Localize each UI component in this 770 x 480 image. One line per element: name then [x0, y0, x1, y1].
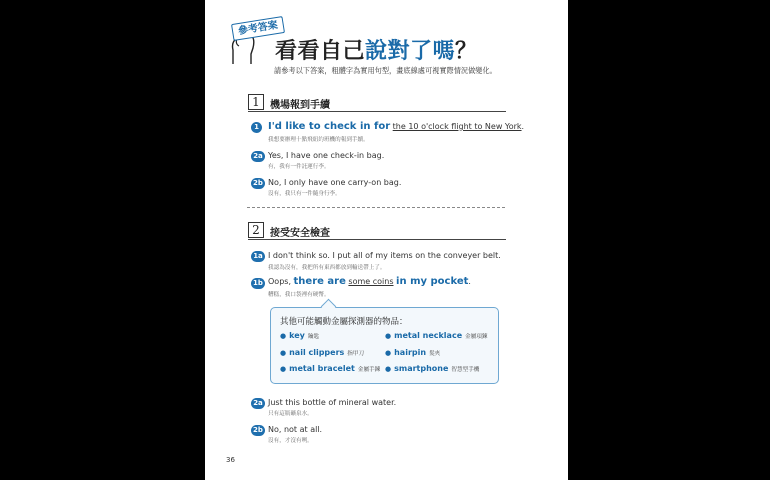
answer-translation: 我想要辦理十點飛紐約班機的報到手續。: [268, 137, 369, 143]
vocab-item: ● nail clippers 指甲刀: [280, 348, 365, 357]
answer-translation: 只有這瓶礦泉水。: [268, 411, 313, 417]
section-title: 機場報到手續: [270, 100, 330, 111]
answer-sentence: I'd like to check in for the 10 o'clock flight to New York.: [268, 121, 525, 132]
vocab-item: ● key 鑰匙: [280, 331, 320, 340]
vocab-item: ● hairpin 髮夾: [385, 348, 441, 357]
answer-sentence: I don't think so. I put all of my items on the conveyer belt.: [268, 251, 501, 260]
answer-translation: 我認為沒有，我把所有東西都放到輸送帶上了。: [268, 265, 386, 271]
answer-tag: 參考答案: [231, 16, 285, 41]
book-page: [205, 0, 568, 480]
answer-sentence: Just this bottle of mineral water.: [268, 398, 397, 407]
vocab-item: ● metal bracelet 金屬手鍊: [280, 364, 381, 373]
answer-translation: 沒有，才沒有咧。: [268, 438, 313, 444]
item-badge: 2b: [251, 425, 265, 436]
section-rule: [248, 111, 506, 112]
page-title: 看看自己說對了嗎？: [275, 39, 478, 64]
vocab-item: ● smartphone 智慧型手機: [385, 364, 480, 373]
answer-sentence: Yes, I have one check-in bag.: [268, 151, 385, 160]
box-title: 其他可能觸動金屬探測器的物品：: [280, 317, 408, 327]
section-number: 2: [248, 222, 264, 238]
vocab-item: ● metal necklace 金屬項鍊: [385, 331, 488, 340]
answer-sentence: No, I only have one carry-on bag.: [268, 178, 402, 187]
item-badge: 2b: [251, 178, 265, 189]
item-badge: 1b: [251, 278, 265, 289]
item-badge: 1: [251, 122, 262, 133]
page-number: 36: [226, 456, 235, 464]
answer-translation: 有，我有一件託運行李。: [268, 164, 330, 170]
page-subtitle: 請參考以下答案，粗體字為實用句型，畫底線處可視實際情況做變化。: [274, 66, 497, 75]
item-badge: 2a: [251, 151, 265, 162]
answer-translation: 糟糕，我口袋裡有硬幣。: [268, 292, 330, 298]
section-rule: [248, 239, 506, 240]
section-divider: [247, 207, 505, 208]
item-badge: 2a: [251, 398, 265, 409]
answer-sentence: No, not at all.: [268, 425, 323, 434]
answer-translation: 沒有，我只有一件隨身行李。: [268, 191, 341, 197]
item-badge: 1a: [251, 251, 265, 262]
section-title: 接受安全檢查: [270, 228, 330, 239]
section-number: 1: [248, 94, 264, 110]
answer-sentence: Oops, there are some coins in my pocket.: [268, 276, 471, 287]
